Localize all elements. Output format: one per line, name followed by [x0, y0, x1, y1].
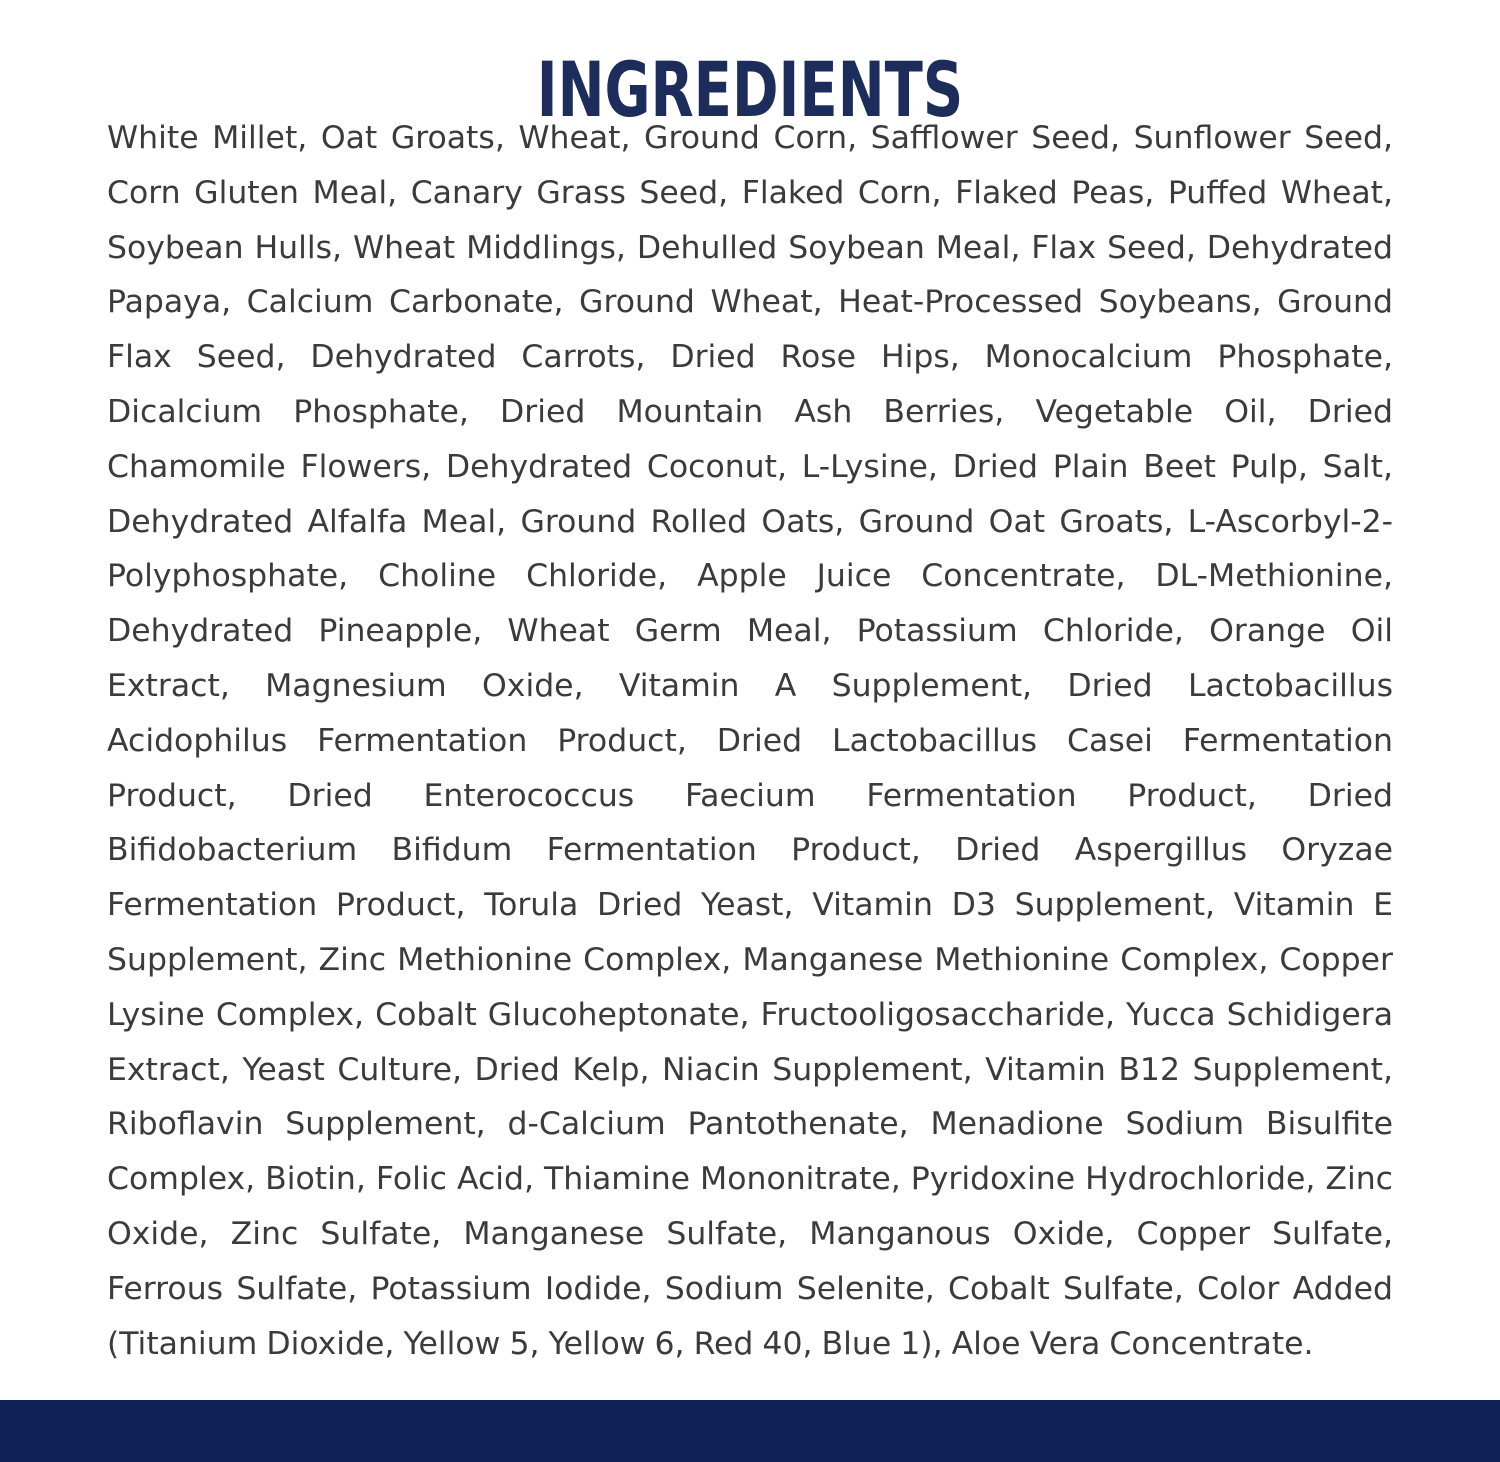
ingredients-paragraph: White Millet, Oat Groats, Wheat, Ground Corn, Safflower Seed, Sunflower Seed, Corn Gluten Meal, Canary Grass Seed, Flaked Corn, Flaked Peas, Puffed Wheat, Soybean Hulls, Wheat Middlings, Dehulled Soybean Meal, Flax Seed, Dehydrated Papaya, Calcium Carbonate, Ground Wheat, Heat-Processed Soybeans, Ground Flax Seed, Dehydrated Carrots, Dried Rose Hips, Monocalcium Phosphate, Dicalcium Phosphate, Dried Mountain Ash Berries, Vegetable Oil, Dried Chamomile Flowers, Dehydrated Coconut, L-Lysine, Dried Plain Beet Pulp, Salt, Dehydrated Alfalfa Meal, Ground Rolled Oats, Ground Oat Groats, L-Ascorbyl-2-Polyphosphate, Choline Chloride, Apple Juice Concentrate, DL-Methionine, Dehydrated Pineapple, Wheat Germ Meal, Potassium Chloride, Orange Oil Extract, Magnesium Oxide, Vitamin A Supplement, Dried Lactobacillus Acidophilus Fermentation Product, Dried Lactobacillus Casei Fermentation Product, Dried Enterococcus Faecium Fermentation Product, Dried Bifidobacterium Bifidum Fermentation Product, Dried Aspergillus Oryzae Fermentation Product, Torula Dried Yeast, Vitamin D3 Supplement, Vitamin E Supplement, Zinc Methionine Complex, Manganese Methionine Complex, Copper Lysine Complex, Cobalt Glucoheptonate, Fructooligosaccharide, Yucca Schidigera Extract, Yeast Culture, Dried Kelp, Niacin Supplement, Vitamin B12 Supplement, Riboflavin Supplement, d-Calcium Pantothenate, Menadione Sodium Bisulfite Complex, Biotin, Folic Acid, Thiamine Mononitrate, Pyridoxine Hydrochloride, Zinc Oxide, Zinc Sulfate, Manganese Sulfate, Manganous Oxide, Copper Sulfate, Ferrous Sulfate, Potassium Iodide, Sodium Selenite, Cobalt Sulfate, Color Added (Titanium Dioxide, Yellow 5, Yellow 6, Red 40, Blue 1), Aloe Vera Concentrate.: [107, 120, 1393, 1362]
footer-band: [0, 1400, 1500, 1462]
page-title: INGREDIENTS: [536, 44, 964, 134]
